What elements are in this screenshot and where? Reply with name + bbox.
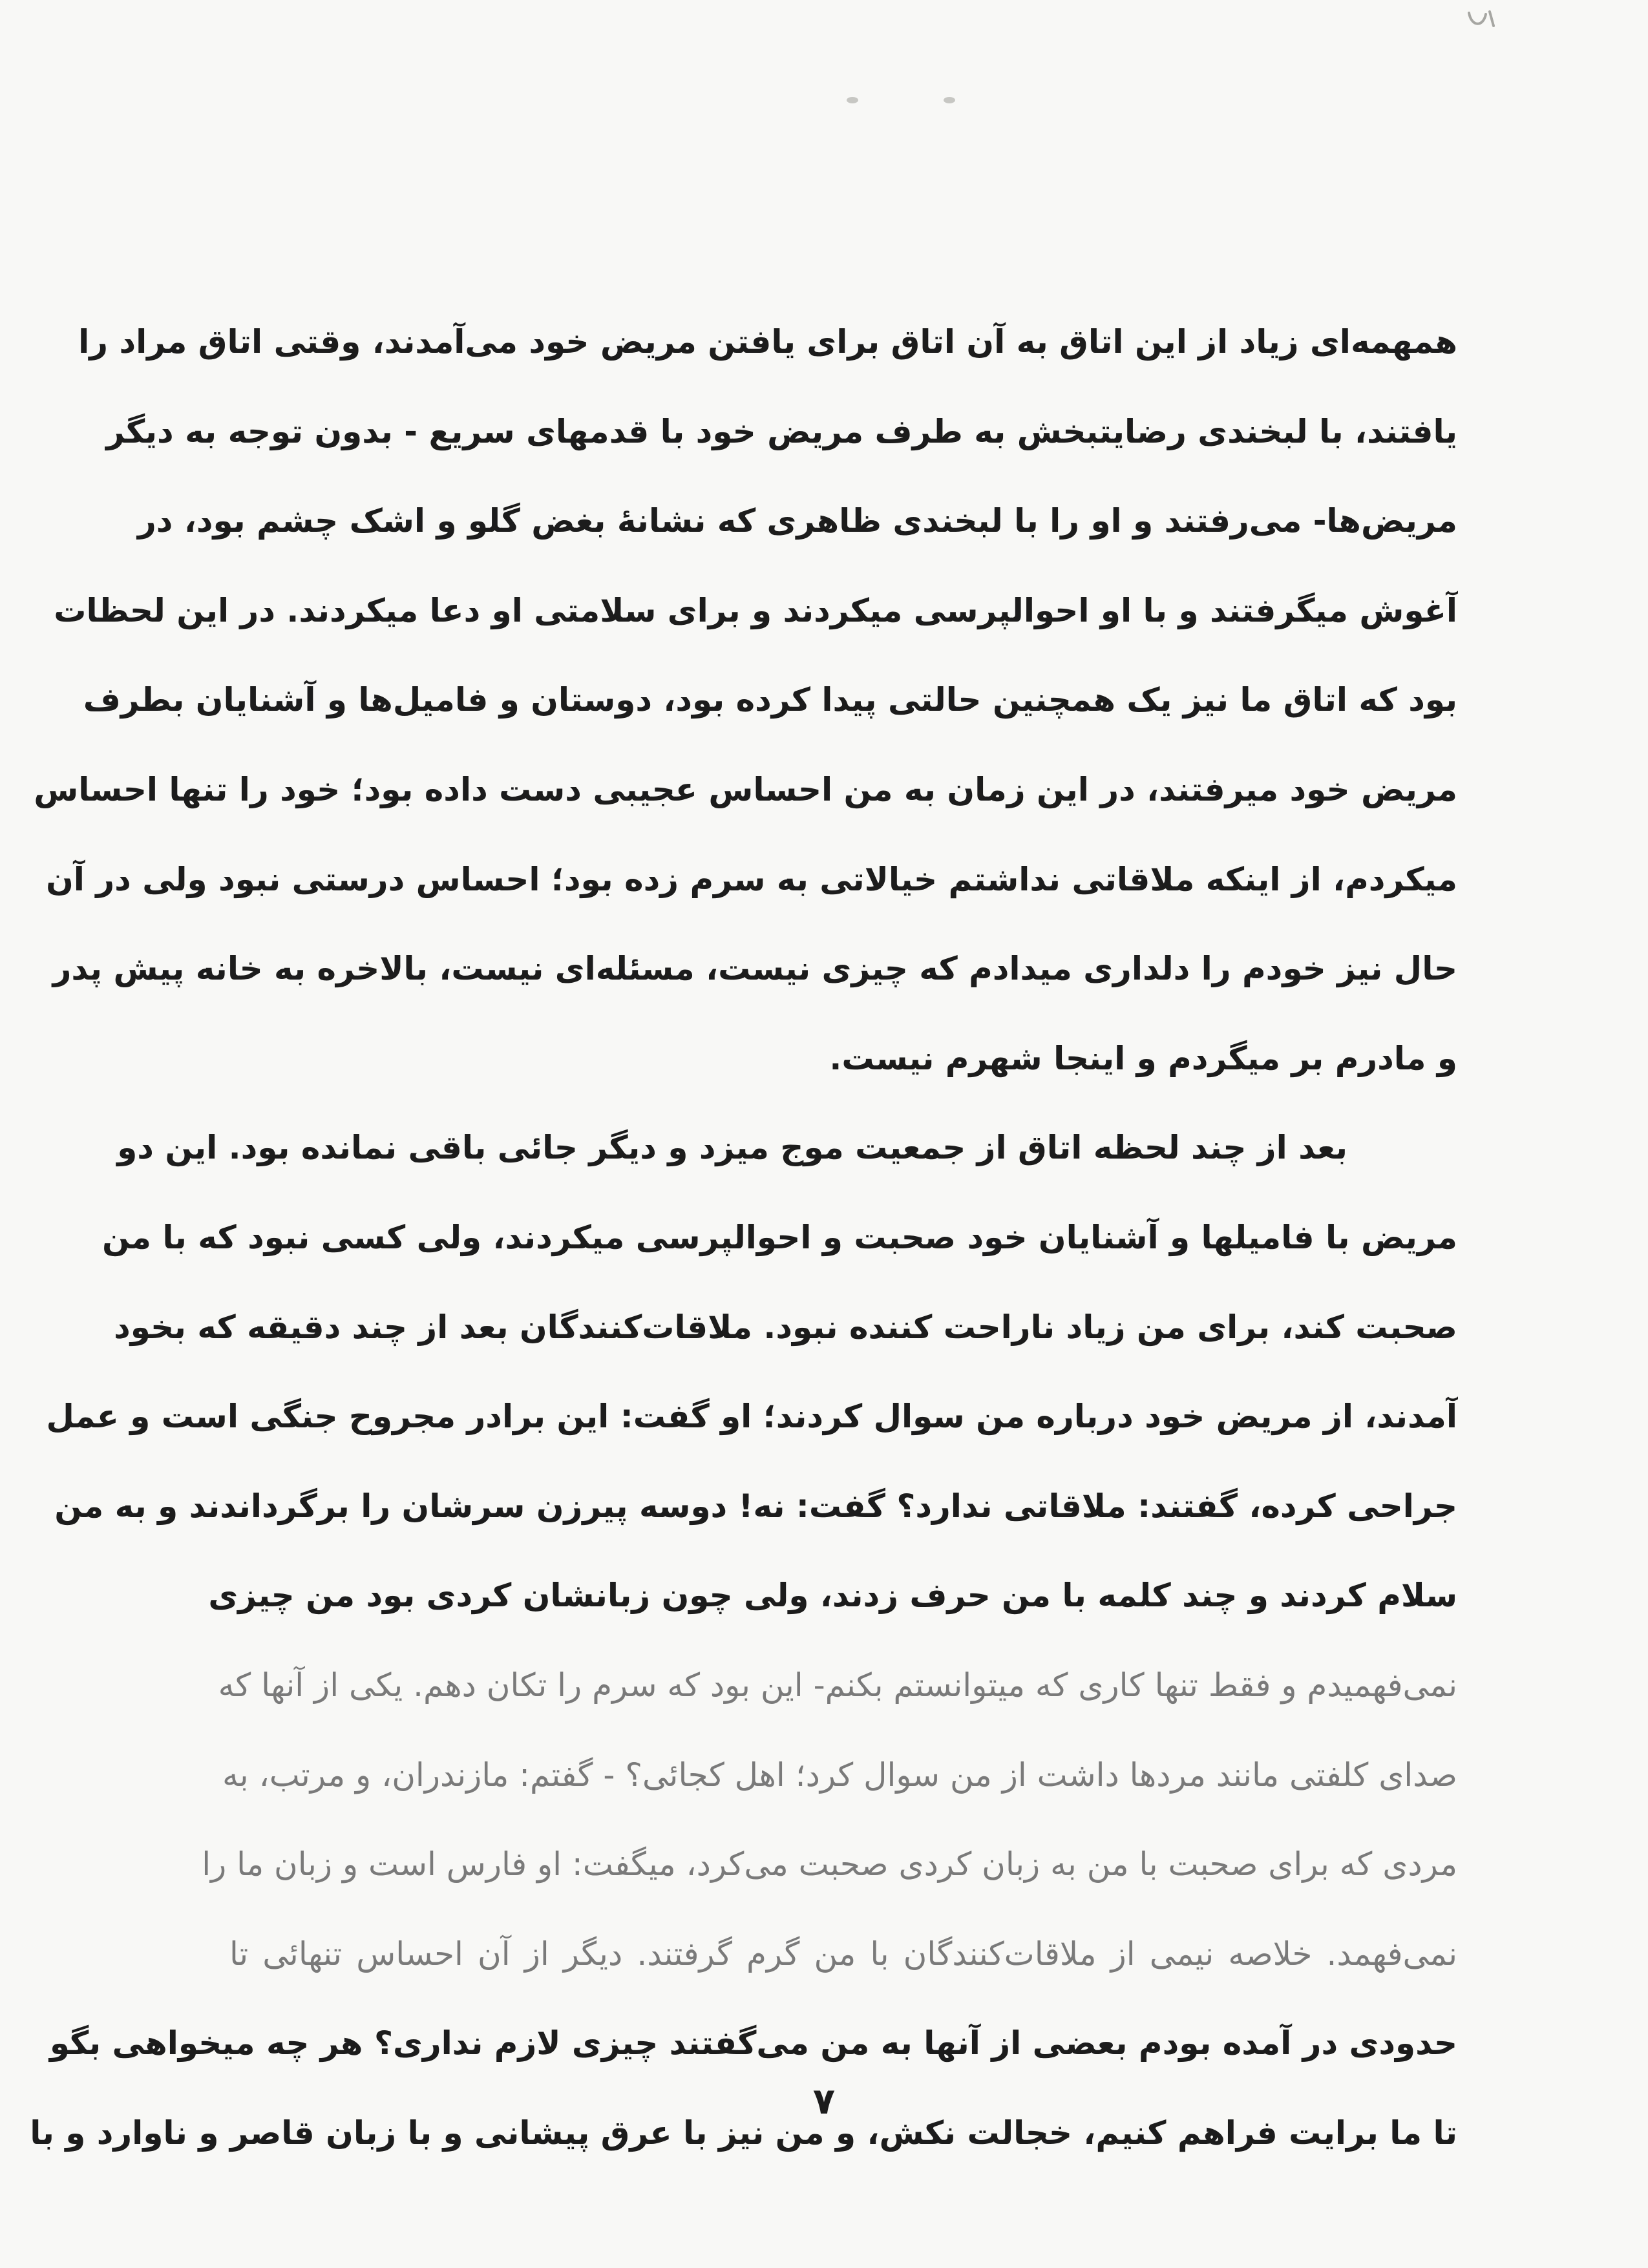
- text-line: تا ما برایت فراهم کنیم، خجالت نکش، و من نیز با عرق پیشانی و با زبان قاصر و ناوارد و با: [30, 2114, 1457, 2152]
- text-line: حال نیز خودم را دلداری میدادم که چیزی نیست، مسئله‌ای نیست، بالاخره به خانه پیش پدر: [52, 950, 1457, 988]
- text-line: بعد از چند لحظه اتاق از جمعیت موج میزد و دیگر جائی باقی نمانده بود. این دو: [117, 1129, 1347, 1167]
- text-line: بود که اتاق ما نیز یک همچنین حالتی پیدا کرده بود، دوستان و فامیل‌ها و آشنایان بطرف: [83, 681, 1457, 719]
- text-line: و مادرم بر میگردم و اینجا شهرم نیست.: [829, 1039, 1457, 1077]
- text-line: صحبت کند، برای من زیاد ناراحت کننده نبود. ملاقات‌کنندگان بعد از چند دقیقه که بخود: [114, 1308, 1457, 1346]
- text-line: جراحی کرده، گفتند: ملاقاتی ندارد؟ گفت: نه! دوسه پیرزن سرشان را برگرداندند و به من: [54, 1487, 1457, 1525]
- staple-hole-left: [847, 97, 858, 103]
- text-line: صدای کلفتی مانند مردها داشت از من سوال کرد؛ اهل کجائی؟ - گفتم: مازندران، و مرتب، به: [222, 1756, 1457, 1794]
- text-line: مریض خود میرفتند، در این زمان به من احساس عجیبی دست داده بود؛ خود را تنها احساس: [34, 770, 1457, 808]
- page-number: ۷: [812, 2081, 836, 2123]
- text-line: آغوش میگرفتند و با او احوالپرسی میکردند و برای سلامتی او دعا میکردند. در این لحظات: [54, 591, 1457, 629]
- corner-scribble-mark: [1464, 8, 1503, 34]
- text-line: سلام کردند و چند کلمه با من حرف زدند، ولی چون زبانشان کردی بود من چیزی: [208, 1577, 1457, 1615]
- text-line: یافتند، با لبخندی رضایتبخش به طرف مریض خود با قدمهای سریع - بدون توجه به دیگر: [106, 412, 1457, 450]
- staple-hole-right: [944, 97, 955, 103]
- text-line: مردی که برای صحبت با من به زبان کردی صحبت می‌کرد، میگفت: او فارس است و زبان ما را: [202, 1845, 1457, 1884]
- text-line: همهمه‌ای زیاد از این اتاق به آن اتاق برای یافتن مریض خود می‌آمدند، وقتی اتاق مراد را: [78, 323, 1457, 361]
- text-line: میکردم، از اینکه ملاقاتی نداشتم خیالاتی به سرم زده بود؛ احساس درستی نبود ولی در آن: [46, 860, 1457, 898]
- body-text: [30, 297, 1457, 2178]
- text-line: حدودی در آمده بودم بعضی از آنها به من می‌گفتند چیزی لازم نداری؟ هر چه میخواهی بگو: [49, 2024, 1457, 2063]
- staple-holes: [834, 90, 982, 116]
- text-line: مریض با فامیلها و آشنایان خود صحبت و احوالپرسی میکردند، ولی کسی نبود که با من: [101, 1218, 1457, 1256]
- text-line: آمدند، از مریض خود درباره من سوال کردند؛ او گفت: این برادر مجروح جنگی است و عمل: [46, 1398, 1457, 1436]
- text-line: نمی‌فهمیدم و فقط تنها کاری که میتوانستم بکنم- این بود که سرم را تکان دهم. یکی از آنها که: [218, 1666, 1457, 1704]
- text-line: نمی‌فهمد. خلاصه نیمی از ملاقات‌کنندگان با من گرم گرفتند. دیگر از آن احساس تنهائی تا: [229, 1935, 1457, 1973]
- text-line: مریض‌ها- می‌رفتند و او را با لبخندی ظاهری که نشانهٔ بغض گلو و اشک چشم بود، در: [138, 502, 1457, 540]
